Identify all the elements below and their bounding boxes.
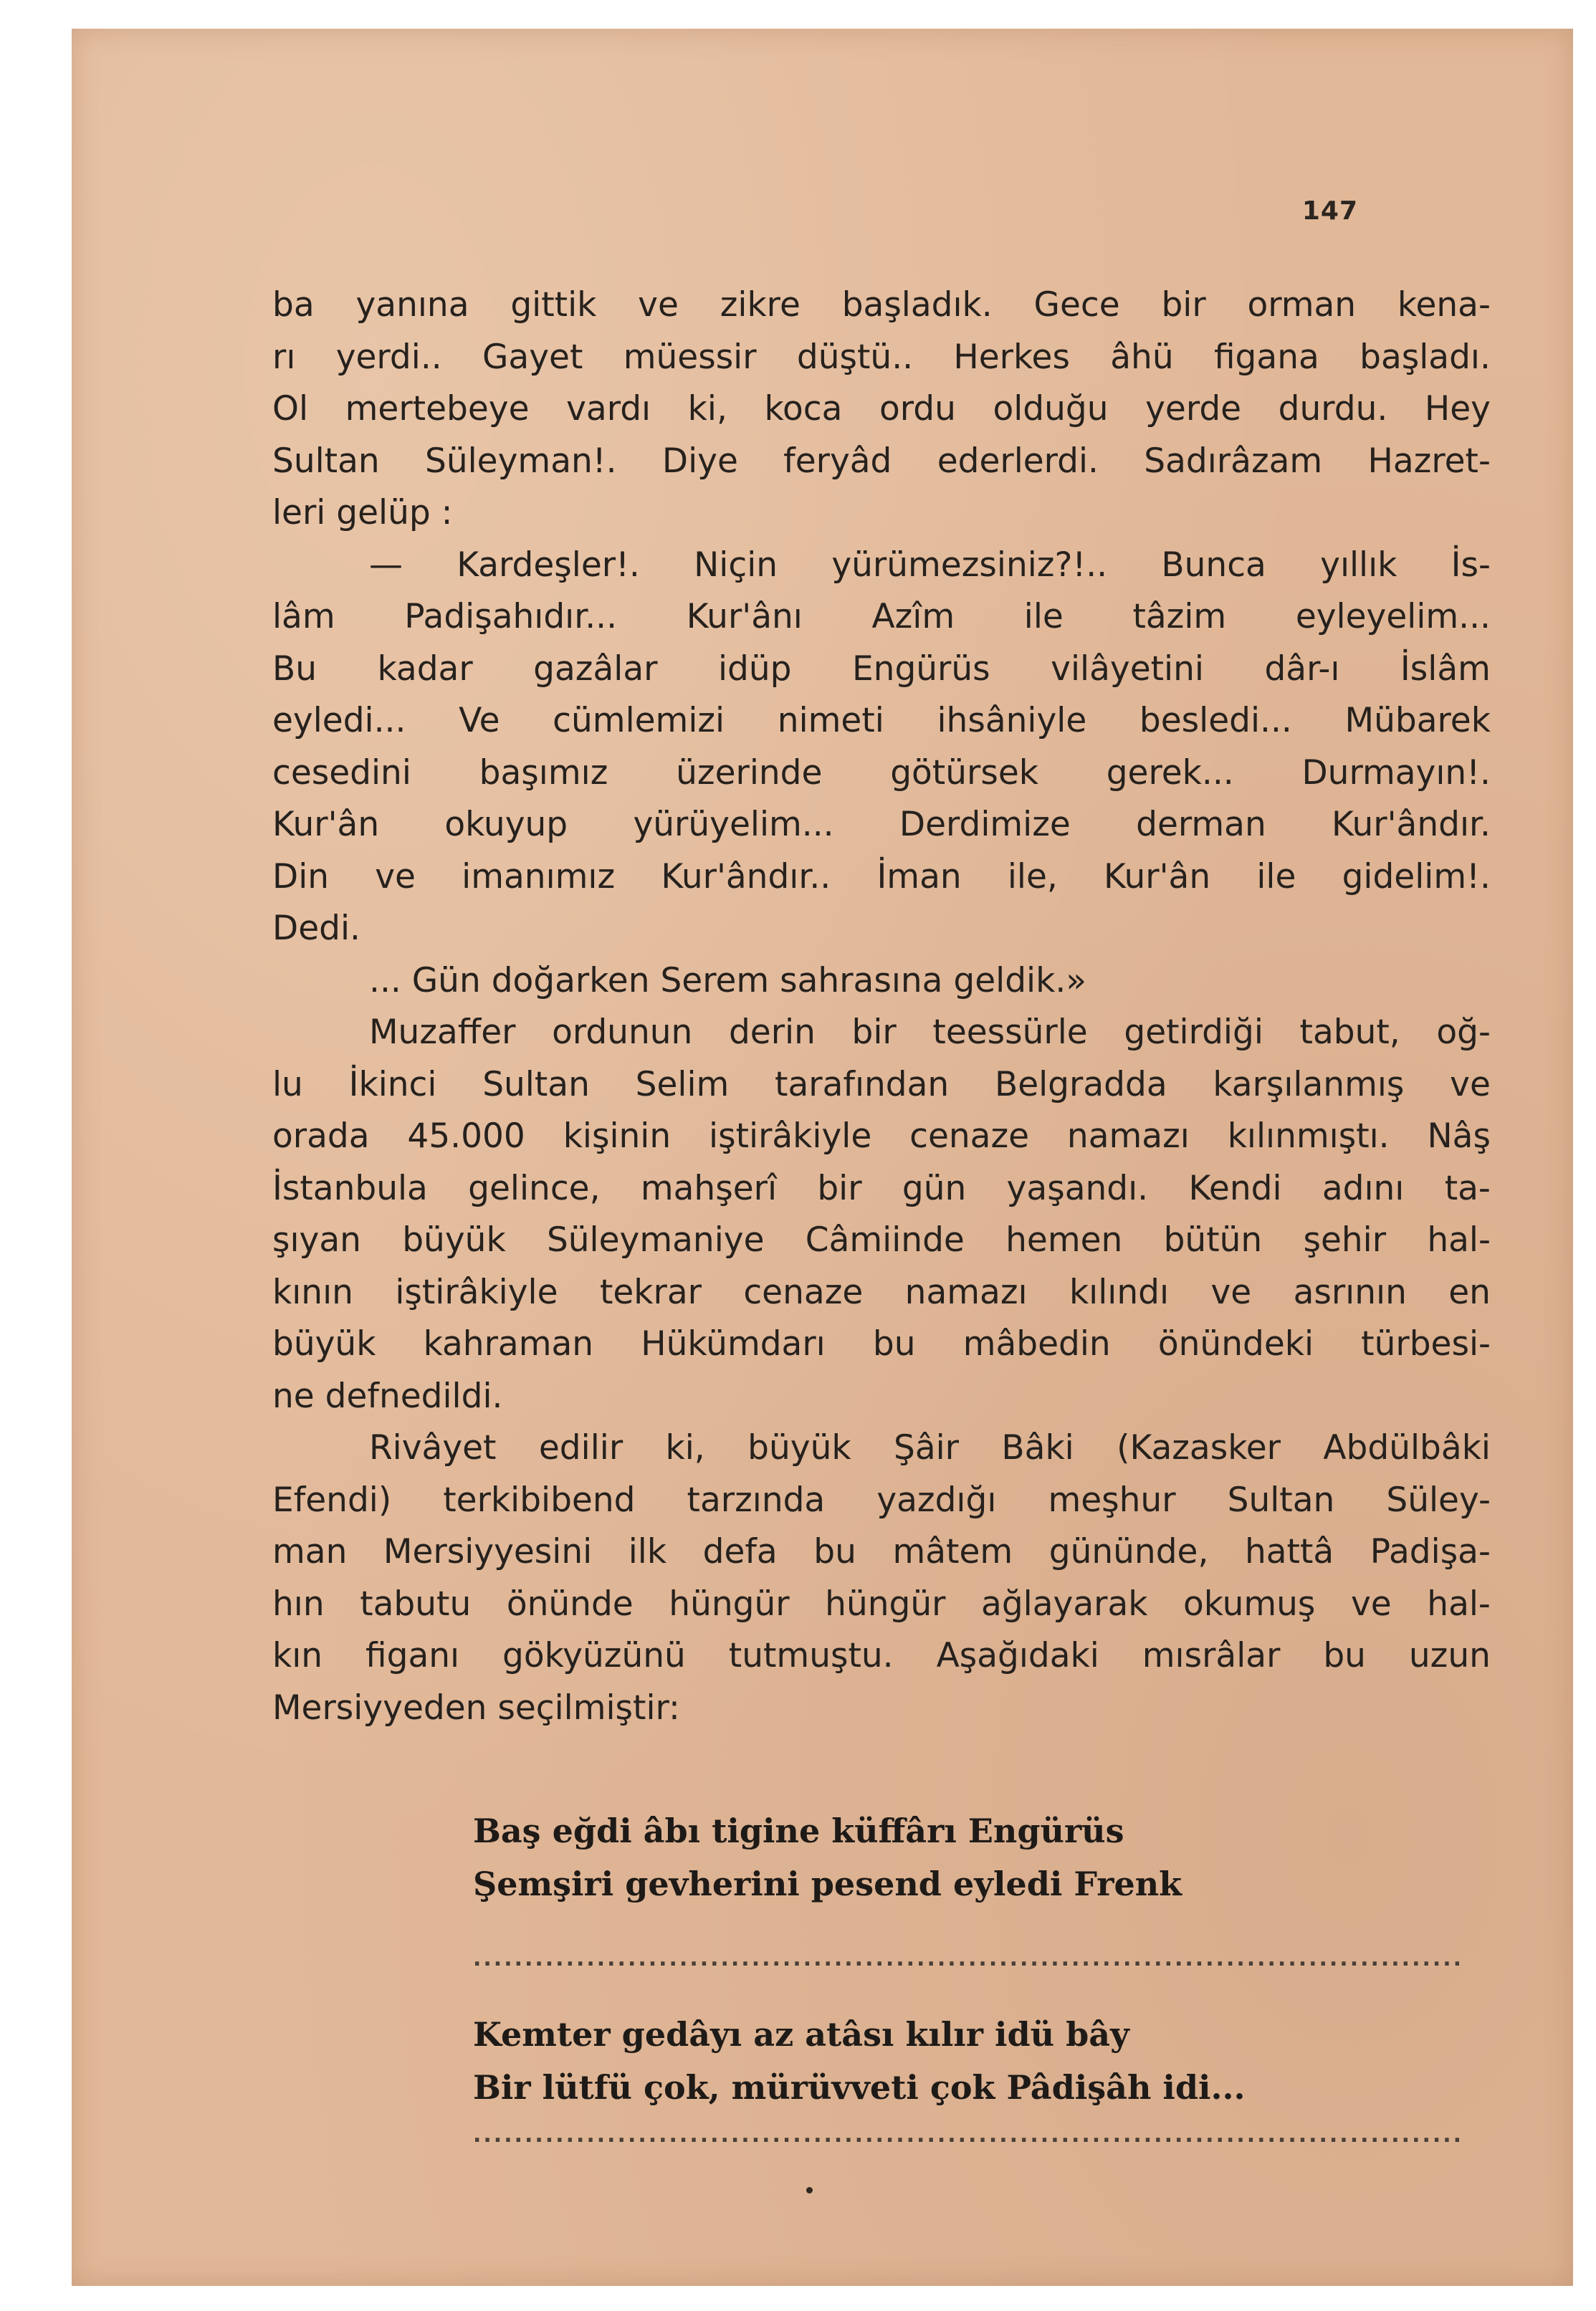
word: hattâ — [1244, 1532, 1334, 1571]
text-line — [272, 1683, 1491, 1735]
word: Sultan — [1227, 1480, 1335, 1520]
word: sahrasına — [780, 960, 954, 1000]
word: kın — [272, 1636, 323, 1675]
word: Süleyman!. — [425, 441, 617, 481]
word: figana — [1213, 337, 1319, 377]
word: doğarken — [491, 960, 661, 1000]
word: ederlerdi. — [937, 441, 1099, 481]
word: İman — [876, 856, 962, 896]
word: bütün — [1163, 1220, 1263, 1260]
word: Süley- — [1386, 1480, 1491, 1520]
word: büyük — [402, 1220, 506, 1260]
word: yürümezsiniz?!.. — [831, 545, 1108, 585]
word: tekrar — [599, 1272, 702, 1312]
word: feryâd — [783, 441, 892, 481]
word: gününde, — [1048, 1532, 1209, 1571]
word: hemen — [1005, 1220, 1123, 1260]
word: cesedini — [272, 752, 411, 793]
word: ile, — [1007, 856, 1058, 896]
word: Hazret- — [1367, 441, 1491, 481]
word: Sadırâzam — [1144, 441, 1323, 481]
word: imanımız — [462, 856, 616, 896]
poem-verses — [473, 1804, 1464, 2157]
word: yazdığı — [876, 1480, 997, 1520]
word: Kur'ânı — [686, 597, 803, 636]
text-line — [272, 851, 1491, 904]
word: Mersiyyesini — [383, 1532, 593, 1571]
ink-mark — [806, 2187, 813, 2193]
word: gelüp — [336, 493, 441, 532]
word: ve — [1450, 1064, 1491, 1104]
word: lâm — [272, 597, 335, 636]
word: götürsek — [890, 752, 1038, 793]
word: bu — [872, 1324, 916, 1364]
word: türbesi- — [1361, 1324, 1491, 1364]
word: tâzim — [1132, 597, 1227, 636]
word: getirdiği — [1124, 1013, 1263, 1052]
word: İkinci — [348, 1064, 437, 1104]
text-line — [272, 1422, 1491, 1475]
text-line — [272, 903, 1491, 955]
word: Azîm — [871, 597, 955, 636]
word: eyledi... — [272, 701, 406, 740]
text-line — [272, 1163, 1491, 1215]
word: Selim — [635, 1064, 730, 1104]
word: Diye — [661, 441, 738, 481]
word: yerdi.. — [335, 337, 442, 377]
text-line — [272, 591, 1491, 643]
word: ve — [1210, 1272, 1252, 1312]
word: Kur'ân — [1104, 856, 1211, 896]
word: Nâş — [1427, 1116, 1491, 1156]
word: lu — [272, 1064, 303, 1104]
word: defa — [702, 1532, 778, 1571]
word: Derdimize — [899, 805, 1071, 844]
word: bu — [1323, 1636, 1366, 1675]
word: kının — [272, 1272, 353, 1312]
word: Kur'ândır. — [1332, 805, 1491, 844]
word: mâbedin — [962, 1324, 1111, 1364]
verse-line: Şemşiri gevherini pesend eyledi Frenk — [473, 1865, 1182, 1903]
word: okuyup — [444, 805, 568, 844]
word: âhü — [1110, 337, 1174, 377]
word: defnedildi. — [325, 1376, 503, 1416]
text-line — [272, 1579, 1491, 1631]
text-line — [272, 695, 1491, 747]
word: başladı. — [1360, 337, 1491, 377]
word: derman — [1136, 805, 1266, 844]
word: yerde — [1145, 389, 1242, 429]
word: büyük — [747, 1428, 851, 1468]
text-line — [272, 436, 1491, 488]
word: Abdülbâki — [1323, 1428, 1491, 1468]
word: derin — [728, 1013, 816, 1052]
text-line — [272, 1111, 1491, 1163]
word: Dedi. — [272, 909, 360, 948]
word: mâtem — [892, 1532, 1013, 1571]
word: gittik — [510, 285, 597, 325]
word: man — [272, 1532, 348, 1571]
word: vilâyetini — [1051, 649, 1204, 689]
word: Gün — [411, 960, 492, 1000]
word: ihsâniyle — [937, 701, 1087, 740]
word: tabutu — [360, 1584, 472, 1624]
word: ağlayarak — [981, 1584, 1148, 1624]
word: yanına — [355, 285, 469, 325]
word: önünde — [506, 1584, 634, 1624]
word: gazâlar — [533, 649, 658, 689]
word: Durmayın!. — [1301, 752, 1491, 793]
word: ki, — [665, 1428, 705, 1468]
word: en — [1448, 1272, 1491, 1312]
word: cümlemizi — [553, 701, 725, 740]
word: ilk — [628, 1532, 667, 1571]
word: hal- — [1427, 1584, 1491, 1624]
word: Padişahıdır... — [404, 597, 618, 636]
word: orman — [1247, 285, 1357, 325]
text-line — [272, 955, 1491, 1008]
word: dâr-ı — [1264, 649, 1340, 689]
word: orada — [272, 1116, 370, 1156]
word: Din — [272, 856, 330, 896]
text-line — [272, 1475, 1491, 1527]
word: ve — [1350, 1584, 1392, 1624]
text-line — [272, 383, 1491, 436]
word: olduğu — [993, 389, 1109, 429]
word: Padişa- — [1370, 1532, 1491, 1571]
word: bir — [851, 1013, 897, 1052]
word: kena- — [1397, 285, 1491, 325]
word: İslâm — [1400, 649, 1491, 689]
word: Gece — [1033, 285, 1120, 325]
word: koca — [764, 389, 843, 429]
word: ta- — [1444, 1168, 1491, 1208]
text-line — [272, 540, 1491, 592]
word: besledi... — [1139, 701, 1292, 740]
word: tarzında — [687, 1480, 826, 1520]
word: namazı — [904, 1272, 1028, 1312]
page-number: 147 — [1301, 196, 1358, 226]
text-line — [272, 747, 1491, 800]
text-line — [272, 332, 1491, 384]
verse-line: Baş eğdi âbı tigine küffârı Engürüs — [473, 1812, 1124, 1850]
word: Bâki — [1001, 1428, 1074, 1468]
word: Ol — [272, 389, 309, 429]
word: cenaze — [743, 1272, 864, 1312]
word: kılındı — [1069, 1272, 1170, 1312]
word: Gayet — [482, 337, 583, 377]
word: durdu. — [1278, 389, 1388, 429]
word: Efendi) — [272, 1480, 392, 1520]
word: mertebeye — [345, 389, 530, 429]
word: tutmuştu. — [728, 1636, 894, 1675]
text-line — [272, 1371, 1491, 1423]
text-line — [272, 487, 1491, 540]
text-line — [272, 1319, 1491, 1371]
body-text — [272, 279, 1491, 1734]
word: asrının — [1293, 1272, 1407, 1312]
word: adını — [1322, 1168, 1405, 1208]
word: : — [441, 493, 453, 532]
word: gün — [902, 1168, 967, 1208]
word: iştirâkiyle — [709, 1116, 872, 1156]
verse-separator: ................................................................................................ — [473, 1946, 1464, 1971]
word: Rivâyet — [369, 1428, 497, 1468]
word: Belgradda — [994, 1064, 1167, 1104]
word: rı — [272, 337, 296, 377]
word: Niçin — [694, 545, 778, 585]
word: ve — [638, 285, 679, 325]
text-line — [272, 1267, 1491, 1319]
text-line — [272, 279, 1491, 332]
word: terkibibend — [443, 1480, 636, 1520]
word: eyleyelim... — [1295, 597, 1491, 636]
word: Câmiinde — [805, 1220, 965, 1260]
word: Sultan — [482, 1064, 590, 1104]
word: tabut, — [1299, 1013, 1400, 1052]
word: uzun — [1408, 1636, 1491, 1675]
word: kılınmıştı. — [1227, 1116, 1390, 1156]
word: düştü.. — [796, 337, 914, 377]
verse-line: Bir lütfü çok, mürüvveti çok Pâdişâh idi... — [473, 2068, 1246, 2107]
word: ne — [272, 1376, 325, 1416]
word: 45.000 — [407, 1116, 525, 1156]
word: Hey — [1424, 389, 1491, 429]
word: Bunca — [1161, 545, 1266, 585]
text-line — [272, 1007, 1491, 1059]
word: şıyan — [272, 1220, 361, 1260]
word: meşhur — [1048, 1480, 1176, 1520]
word: leri — [272, 493, 337, 532]
word: nimeti — [777, 701, 884, 740]
word: teessürle — [932, 1013, 1088, 1052]
word: Kardeşler!. — [457, 545, 640, 585]
text-line — [272, 1630, 1491, 1683]
word: — — [369, 545, 403, 585]
verse-separator: ................................................................................................ — [473, 2123, 1464, 2148]
word: İstanbula — [272, 1168, 428, 1208]
word: ile — [1256, 856, 1296, 896]
word: mahşerî — [640, 1168, 778, 1208]
word: kişinin — [563, 1116, 672, 1156]
word: hüngür — [825, 1584, 946, 1624]
word: geldik.» — [953, 960, 1087, 1000]
word: gerek... — [1106, 752, 1234, 793]
word: namazı — [1066, 1116, 1190, 1156]
word: yürüyelim... — [633, 805, 834, 844]
word: İs- — [1451, 545, 1491, 585]
word: iştirâkiyle — [395, 1272, 558, 1312]
word: hın — [272, 1584, 325, 1624]
word: mısrâlar — [1142, 1636, 1281, 1675]
text-line — [272, 799, 1491, 851]
word: ... — [369, 960, 412, 1000]
word: kadar — [377, 649, 473, 689]
word: üzerinde — [676, 752, 823, 793]
word: yaşandı. — [1006, 1168, 1149, 1208]
word: Serem — [660, 960, 780, 1000]
word: vardı — [566, 389, 651, 429]
word: Mübarek — [1344, 701, 1491, 740]
word: Hükümdarı — [641, 1324, 826, 1364]
word: ki, — [687, 389, 727, 429]
word: şehir — [1303, 1220, 1387, 1260]
word: Şâir — [893, 1428, 960, 1468]
word: bir — [1161, 285, 1206, 325]
word: Aşağıdaki — [936, 1636, 1099, 1675]
word: ordunun — [552, 1013, 693, 1052]
word: gelince, — [468, 1168, 601, 1208]
word: bir — [817, 1168, 862, 1208]
word: gidelim!. — [1342, 856, 1491, 896]
word: hüngür — [669, 1584, 790, 1624]
word: zikre — [720, 285, 801, 325]
word: seçilmiştir: — [497, 1688, 680, 1728]
word: başımız — [479, 752, 608, 793]
word: yıllık — [1320, 545, 1397, 585]
word: Sultan — [272, 441, 380, 481]
word: Kendi — [1188, 1168, 1282, 1208]
text-line — [272, 1215, 1491, 1267]
word: Kur'ândır.. — [661, 856, 831, 896]
word: ba — [272, 285, 315, 325]
word: Herkes — [953, 337, 1070, 377]
word: figanı — [365, 1636, 460, 1675]
text-line — [272, 1059, 1491, 1111]
word: Bu — [272, 649, 317, 689]
word: kahraman — [423, 1324, 594, 1364]
word: hal- — [1427, 1220, 1491, 1260]
word: bu — [813, 1532, 856, 1571]
word: gökyüzünü — [502, 1636, 686, 1675]
word: ve — [375, 856, 416, 896]
word: ile — [1023, 597, 1064, 636]
word: oğ- — [1436, 1013, 1491, 1052]
word: Muzaffer — [369, 1013, 516, 1052]
word: ordu — [879, 389, 956, 429]
word: Kur'ân — [272, 805, 380, 844]
text-line — [272, 1526, 1491, 1579]
word: okumuş — [1183, 1584, 1316, 1624]
word: Engürüs — [851, 649, 990, 689]
word: Mersiyyeden — [272, 1688, 498, 1728]
word: önündeki — [1157, 1324, 1314, 1364]
word: başladık. — [841, 285, 993, 325]
text-line — [272, 643, 1491, 696]
word: (Kazasker — [1117, 1428, 1281, 1468]
book-page — [72, 29, 1573, 2286]
word: Ve — [459, 701, 500, 740]
word: karşılanmış — [1213, 1064, 1405, 1104]
word: cenaze — [909, 1116, 1030, 1156]
word: müessir — [623, 337, 757, 377]
word: tarafından — [775, 1064, 950, 1104]
word: idüp — [717, 649, 792, 689]
word: edilir — [538, 1428, 623, 1468]
verse-line: Kemter gedâyı az atâsı kılır idü bây — [473, 2015, 1129, 2054]
word: büyük — [272, 1324, 376, 1364]
word: Süleymaniye — [546, 1220, 765, 1260]
